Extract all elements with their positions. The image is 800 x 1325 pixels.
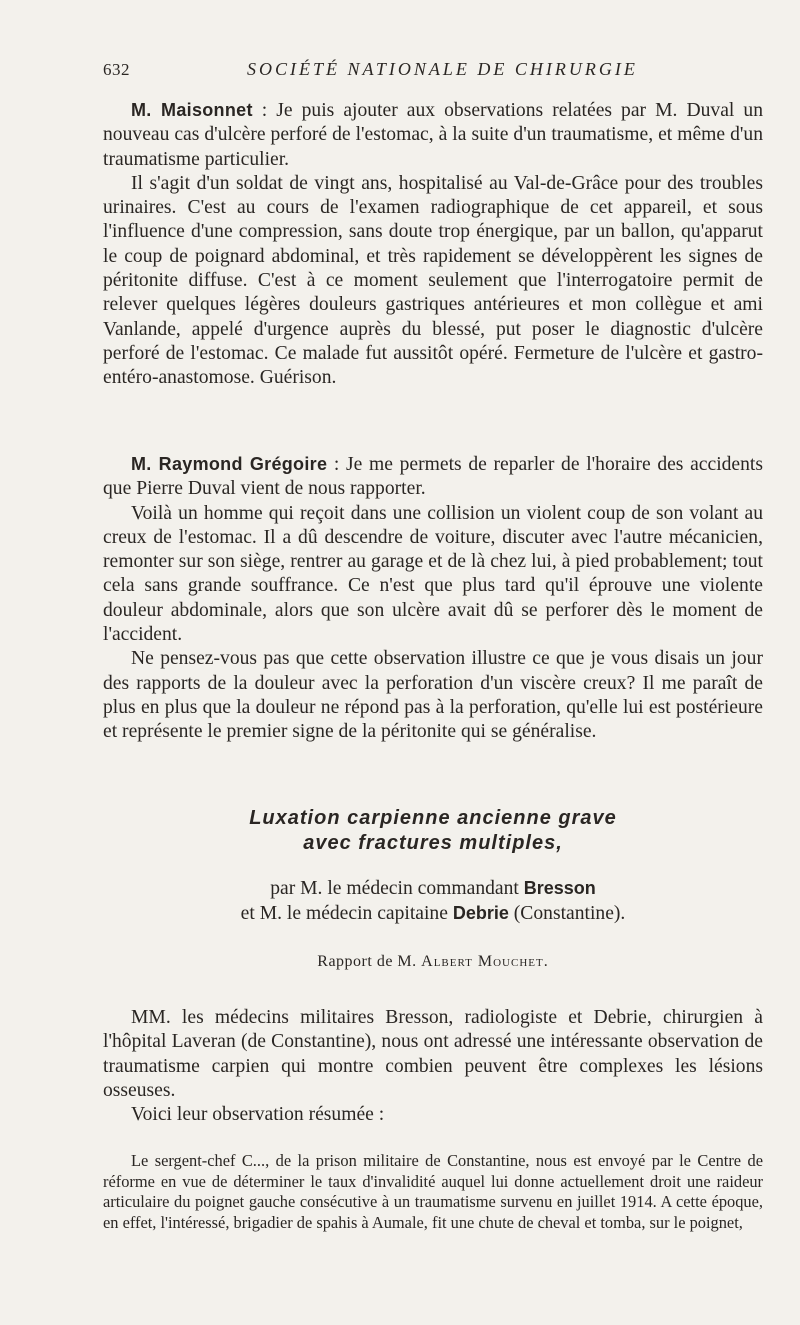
author-name: Debrie [452,903,509,923]
speaker-name: M. Maisonnet [131,100,253,120]
paragraph: Voici leur observation résumée : [131,1104,385,1126]
article-title-line: avec fractures multiples, [303,832,563,854]
article-title-line: Luxation carpienne ancienne grave [249,807,617,829]
author-name: Bresson [523,878,596,898]
observation-text [103,1151,763,1233]
author-prefix: par M. le médecin commandant [270,878,524,899]
report-body [103,1006,763,1127]
article-title [103,806,763,856]
journal-title: SOCIÉTÉ NATIONALE DE CHIRURGIE [247,59,638,79]
speaker-name: M. Raymond Grégoire [131,454,328,474]
author-line [103,876,763,901]
paragraph-text: : Je puis ajouter aux observations relatées par M. Duval un nouveau cas d'ulcère perforé de l'estomac, à la suite d'un traumatisme, et même d'un traumatisme particulier. [103,100,763,170]
paragraph [103,452,763,502]
author-prefix: et M. le médecin capitaine [240,903,453,924]
gregoire-remarks [103,452,763,745]
author-line [103,901,763,926]
running-head [103,58,763,84]
paragraph: MM. les médecins militaires Bresson, radiologiste et Debrie, chirurgien à l'hôpital Laveran (de Constantine), nous ont adressé une intéressante observation de traumatisme carpien qui montre combien peuvent être complexes les lésions osseuses. [103,1007,763,1101]
paragraph [103,98,763,172]
reporter-name: Albert Mouchet. [421,953,549,970]
paragraph-text: : Je me permets de reparler de l'horaire des accidents que Pierre Duval vient de nous rapporter. [103,454,763,500]
article-authors [103,876,763,926]
paragraph: Ne pensez-vous pas que cette observation illustre ce que je vous disais un jour des rapports de la douleur avec la perforation d'un viscère creux? Il me paraît de plus en plus que la douleur ne répond pas à la perforation, qu'elle lui est postérieure et représente le premier signe de la péritonite qui se généralise. [103,648,763,743]
paragraph: Le sergent-chef C..., de la prison militaire de Constantine, nous est envoyé par le Centre de réforme en vue de déterminer le taux d'invalidité auquel lui donne actuellement droit une raideur articulaire du poignet gauche consécutive à un traumatisme survenu en juillet 1914. A cette époque, en effet, l'intéressé, brigadier de spahis à Aumale, fit une chute de cheval et tomba, sur le poignet, [103,1151,763,1232]
page-number: 632 [103,60,130,79]
report-prefix: Rapport de M. [317,953,422,970]
paragraph: Voilà un homme qui reçoit dans une collision un violent coup de son volant au creux de l'estomac. Il a dû descendre de voiture, discuter avec l'autre mécanicien, remonter sur son siège, rentrer au garage et de là chez lui, à pied probablement; tout cela sans grande souffrance. Ce n'est que plus tard qu'il éprouve une violente douleur abdominale, alors que son ulcère avait dû se perforer dès le moment de l'accident. [103,502,763,646]
maisonnet-remarks [103,98,763,391]
author-affiliation: (Constantine). [508,903,626,924]
paragraph: Il s'agit d'un soldat de vingt ans, hospitalisé au Val-de-Grâce pour des troubles urinaires. C'est au cours de l'examen radiographique de cet appareil, et sous l'influence d'une compression, sans doute trop énergique, par un ballon, qu'apparut le coup de poignard abdominal, et très rapidement se développèrent les signes de péritonite diffuse. C'est à ce moment seulement que l'interrogatoire permit de relever quelques légères douleurs gastriques antérieures et mon collègue et ami Vanlande, appelé d'urgence auprès du blessé, put poser le diagnostic d'ulcère perforé de l'estomac. Ce malade fut aussitôt opéré. Fermeture de l'ulcère et gastro-entéro-anastomose. Guérison. [103,172,763,389]
report-byline [103,953,763,971]
